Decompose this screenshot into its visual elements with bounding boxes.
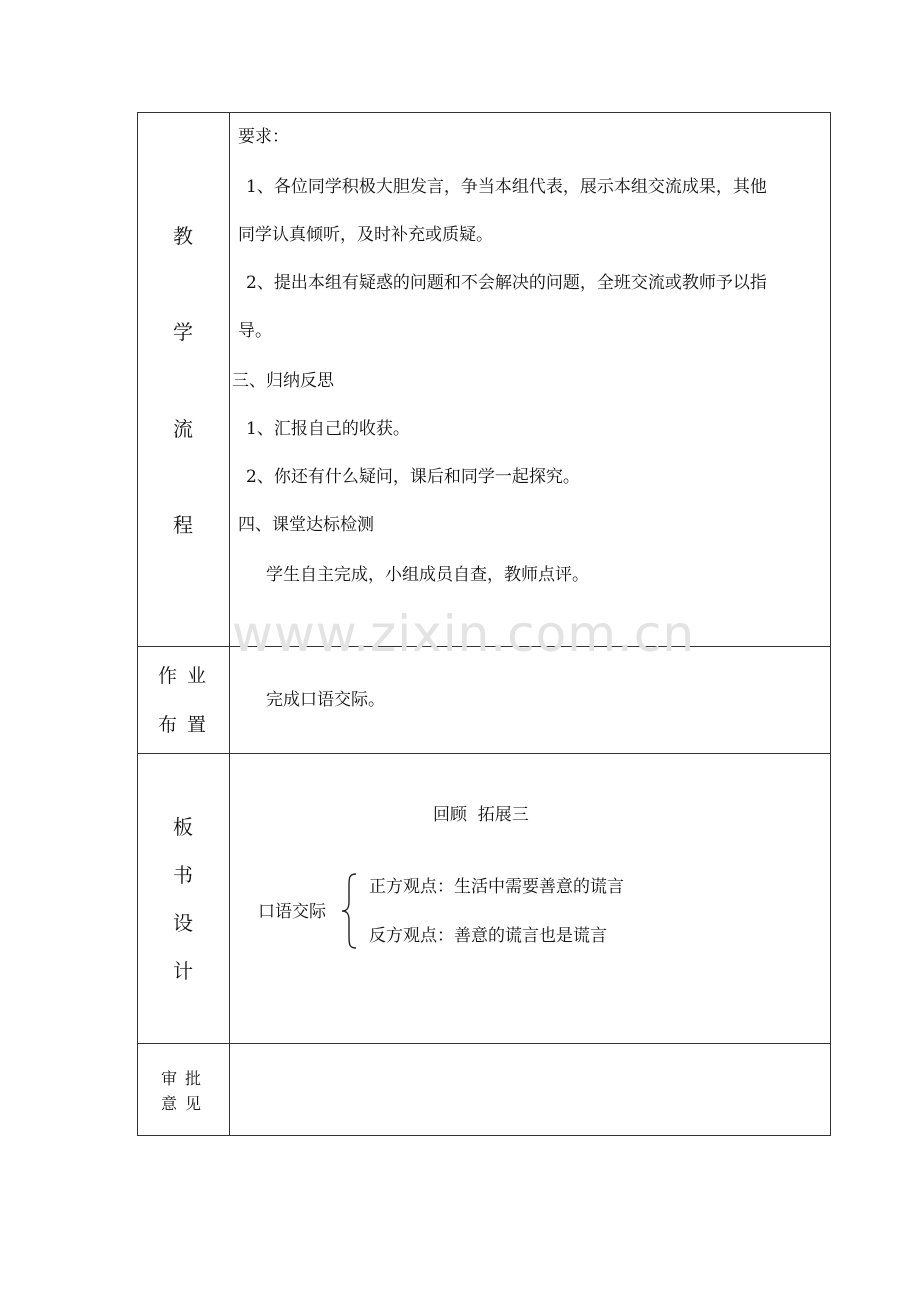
process-label-char: 流 [173, 417, 193, 441]
process-label-char: 学 [173, 320, 193, 344]
column-divider [229, 113, 230, 1135]
section-4-heading: 四、课堂达标检测 [238, 515, 374, 535]
board-pro-viewpoint: 正方观点：生活中需要善意的谎言 [369, 877, 624, 897]
requirement-2-line-1: 2、提出本组有疑惑的问题和不会解决的问题，全班交流或教师予以指 [246, 273, 767, 293]
homework-label-line-1: 作业 [158, 665, 217, 687]
board-topic: 口语交际 [258, 902, 326, 922]
curly-brace-icon [340, 872, 358, 950]
requirement-1-line-2: 同学认真倾听，及时补充或质疑。 [238, 225, 493, 245]
homework-content: 完成口语交际。 [266, 690, 385, 710]
section-3-heading: 三、归纳反思 [232, 371, 334, 391]
approval-label-line-2: 意见 [161, 1094, 210, 1113]
process-label-char: 程 [173, 513, 193, 537]
board-title: 回顾 拓展三 [433, 805, 529, 825]
approval-label-line-1: 审批 [161, 1069, 210, 1088]
homework-label-line-2: 布置 [158, 714, 217, 736]
requirement-heading: 要求： [238, 127, 289, 147]
board-label-char: 板 [173, 815, 193, 839]
board-label-char: 计 [173, 959, 193, 983]
requirement-2-line-2: 导。 [238, 321, 272, 341]
watermark: www.zixin.com.cn [232, 605, 696, 663]
process-label-char: 教 [173, 224, 193, 248]
board-con-viewpoint: 反方观点：善意的谎言也是谎言 [369, 926, 607, 946]
board-label-char: 设 [173, 911, 193, 935]
section-3-item-2: 2、你还有什么疑问，课后和同学一起探究。 [246, 467, 580, 487]
row-divider-board [138, 1043, 830, 1044]
row-divider-homework [138, 753, 830, 754]
requirement-1-line-1: 1、各位同学积极大胆发言，争当本组代表，展示本组交流成果，其他 [246, 177, 767, 197]
section-4-item: 学生自主完成，小组成员自查，教师点评。 [266, 565, 589, 585]
section-3-item-1: 1、汇报自己的收获。 [246, 419, 410, 439]
board-label-char: 书 [173, 863, 193, 887]
